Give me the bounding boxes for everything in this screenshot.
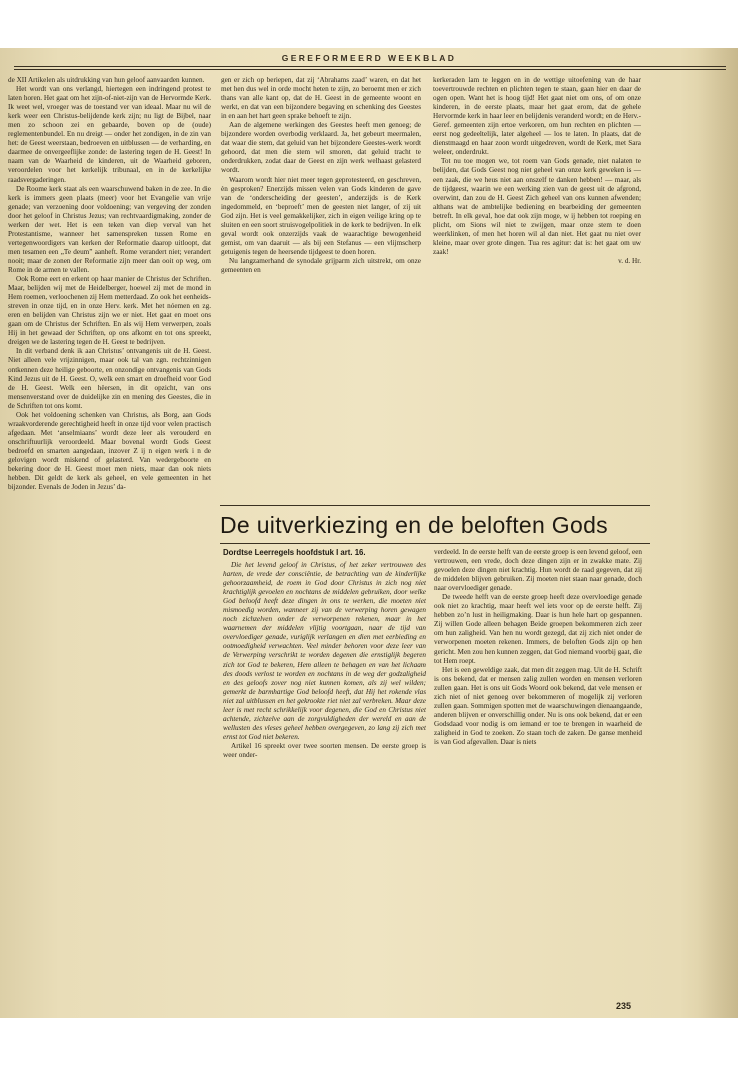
paragraph: Het wordt van ons verlangd, hiertegen een indringend protest te laten horen. Het gaat om het zijn-of-niet-zijn van de Hervormde Kerk. Ik weet wel, vroeger was de toestand ver van ideaal. Maar nu wil de kerk weer een Christus-belijdende kerk zijn; nu ligt de Bijbel, naar men zo schoon zei en gebaarde, boven op de (oude) reglementenbundel. En nu dreigt — onder het zondigen, in de zin van het: de Geest weerstaan, bedroeven en uitblussen — de verharding, en daarmee de onvergeeflijke zonde: de lastering tegen de H. Geest! In naam van de Waarheid de kinderen, uit de Waarheid geboren, veroordelen voor het kerkelijk tribunaal, en in de kerkelijke raadsvergaderingen. <box>8 85 211 184</box>
paragraph: Ook het voldoening schenken van Christus, als Borg, aan Gods wraakvorderende gerechtigheid heeft in onze tijd voor velen practisch afgedaan. Met ‘anselmiaans’ wordt deze leer als verouderd en onschriftuurlijk veroordeeld. Maar bovenal wordt Gods Geest bedroefd en smarten aangedaan, inzover Z ij n eigen werk i n de gelovigen wordt miskend of gelasterd. Van wedergeboorte en bekering door de H. Geest moet men niets, maar dan ook niets hebben. Dit geldt de kerk als geheel, en vele gemeenten in het bijzonder. Evenals de Joden in Jezus’ da- <box>8 410 211 492</box>
column-2 <box>221 76 421 501</box>
paragraph: Aan de algemene werkingen des Geestes heeft men genoeg; de bijzondere worden overbodig verklaard. Ja, het gebeurt meermalen, dat waar die stem, dat geluid van het bijzondere Geestes-werk wordt gehoord, dat men die stem wil smoren, dat geluid tracht te onderdrukken, zodat daar de Geest en zijn werk welhaast gelasterd wordt. <box>221 121 421 175</box>
column-5 <box>434 548 642 998</box>
quote-paragraph: Die het levend geloof in Christus, of het zeker vertrouwen des harten, de vrede der consciëntie, de betrachting van de kinderlijke gehoorzaamheid, de roem in God door Christus in zich nog niet krachtiglijk gevoelen en nochtans de middelen gebruiken, door welke God beloofd heeft deze dingen in ons te werken, die moeten niet mismoedig worden, wanneer zij van de verwerping horen gewagen noch zichzelven onder de verworpenen rekenen, maar in het waarnemen der middelen vlijtig voortgaan, naar de tijd van overvloediger genade, vuriglijk verlangen en dien met eerbieding en ootmoedigheid verwachten. Veel minder behoren voor deze leer van de Verwerping verschrikt te worden degenen die ernstiglijk begeren zich tot God te bekeren, Hem alleen te behagen en van het lichaam des doods verlost te worden en nochtans in de weg der godzaligheid en des geloofs zover nog niet kunnen komen, als zij wel wilden; gemerkt de barmhartige God beloofd heeft, dat Hij het rokende vlas niet zal uitblussen en het gekrookte riet niet zal verbreken. Maar deze leer is met recht schrikkelijk voor degenen, die God en Christus niet achtende, zichzelve aan de zorgvuldigheden der wereld en aan de wellusten des vleses geheel hebben overgegeven, zo lang zij zich met ernst tot God niet bekeren. <box>223 561 426 741</box>
title-rule <box>220 543 650 544</box>
paragraph: Tot nu toe mogen we, tot roem van Gods genade, niet nalaten te belijden, dat Gods Geest nog niet geheel van onze kerk geweken is — een zaak, die we heus niet aan onszelf te danken hebben! — maar, als de tijdgeest, waarin we een werking zien van de geest uit de afgrond, overwint, dan zou de H. Geest Zich geheel van ons kunnen afwenden; althans wat de ambtelijke bediening en bearbeiding der gemeenten betreft. In elk geval, hoe dat ook zijn moge, w ij hebben tot roeping en plicht, om Sions wil niet te zwijgen, maar onze stem te doen weerklinken, of men het horen wil al dan niet. Het gaat nu niet over kleine, maar over grote dingen. Tua res agitur: dat is: het gaat om uw zaak! <box>433 157 641 256</box>
paragraph: gen er zich op beriepen, dat zij ‘Abrahams zaad’ waren, en dat het met hen dus wel in orde mocht heten te zijn, zo beroemt men er zich thans van alle kant op, dat de H. Geest in de gemeente woont en werkt, en dat van een bijzondere begaving en schenking des Geestes in en aan het hart geen sprake behoeft te zijn. <box>221 76 421 121</box>
paragraph: Artikel 16 spreekt over twee soorten mensen. De eerste groep is weer onder- <box>223 741 426 759</box>
article-title: De uitverkiezing en de beloften Gods <box>220 512 608 538</box>
paragraph: De Roome kerk staat als een waarschuwend baken in de zee. In die kerk is immers geen plaats (meer) voor het Evangelie van vrije genade; van verzoening door voldoening; van vergeving der zonden door het geloof in Christus Jezus; van rechtvaardigmaking, zonder de werken der wet. Het is een teken van diep verval van het Protestantisme, wanneer het samenspreken tussen Rome en vertegenwoordigers van kerken der Reformatie daarop uitloopt, dat men tesamen een „Te deum” aanheft. Rome verandert niet; verandert nooit; maar de zonen der Reformatie zijn meer dan ooit op weg, om Rome in de armen te vallen. <box>8 184 211 274</box>
column-3 <box>433 76 641 501</box>
page-number: 235 <box>616 1001 632 1011</box>
bottom-margin <box>0 1018 738 1068</box>
paragraph: verdeeld. In de eerste helft van de eerste groep is een levend geloof, een vertrouwen, een vrede, doch deze dingen zijn er in zwakke mate. Zij gevoelen deze dingen niet krachtig. Hun wordt de raad gegeven, dat zij de middelen blijven gebruiken. Zij moeten niet staan naar genade, doch naar overvloediger genade. <box>434 548 642 593</box>
article-top-rule <box>220 505 650 506</box>
article-subtitle: Dordtse Leerregels hoofdstuk I art. 16. <box>223 548 366 557</box>
page-edge-shadow <box>698 48 738 1018</box>
paragraph: Het is een geweldige zaak, dat men dit zeggen mag. Uit de H. Schrift is ons bekend, dat er mensen zalig zullen worden en mensen verloren zullen gaan. Het is ons uit Gods Woord ook bekend, dat vele mensen er zich niet of niet genoeg over bekommeren of mogelijk zij verloren zullen gaan. Sommigen spotten met de waarschuwingen dienaangaande, anderen blijven er onverschillig onder. Nu is ons ook bekend, dat er een Godsdaad voor nodig is om iemand er toe te brengen in waarheid de zaligheid in God te zoeken. Zo staan toch de zaken. De ganse menheid is van God afgevallen. Daar is niets <box>434 665 642 746</box>
author-signature: v. d. Hr. <box>618 256 641 265</box>
paragraph: kerkeraden lam te leggen en in de wettige uitoefening van de haar toevertrouwde rechten en plichten tegen te staan, gaan hier en daar de ogen open. Want het is hoog tijd! Het gaat niet om ons, of om onze kinderen, in de eerste plaats, maar het gaat erom, dat de gehele Hervormde kerk in haar leer en belijdenis veranderd wordt; en de Herv.-Geref. gemeenten zijn ertoe verkoren, om hun rechten en plichten — eerst nog gedeeltelijk, later algeheel — los te laten. In plaats, dat de dienstmaagd en haar zoon wordt uitgedreven, wordt de Kerk, met Sara weleer, onderdrukt. <box>433 76 641 157</box>
paragraph: de XII Artikelen als uitdrukking van hun geloof aanvaarden kunnen. <box>8 76 205 84</box>
paragraph: De tweede helft van de eerste groep heeft deze overvloedige genade ook niet zo krachtig, maar heeft wel iets voor op de eerste helft. Zij hebben zo’n lust in heiligmaking. Daar is hun hele hart op gespannen. Zij willen Gode alleen behagen Beide groepen bekommeren zich zeer om hun zaligheid. Van hen nu wordt gezegd, dat zij zich niet onder de verworpenen moeten rekenen. Immers, de beloften Gods zijn op hen gericht. Men zou hen kunnen zeggen, dat God niemand voorbij gaat, die tot Hem roept. <box>434 593 642 665</box>
running-header: GEREFORMEERD WEEKBLAD <box>281 53 457 63</box>
paragraph: Waarom wordt hier niet meer tegen geprotesteerd, en geschreven, èn gesproken? Enerzijds missen velen van Gods kinderen de gave van de ‘onderscheiding der geesten’, anderzijds is de Kerk ingedommeld, en ‘beproeft’ men de geesten niet langer, of zij uit God zijn. Het is veel gemakkelijker, zich in eigen veilige kring op te sluiten en een soort struisvogelpolitiek in de kerk te bedrijven. In elk geval wordt ook onzerzijds vaak de waarachtige bewogenheid gemist, om van daaruit — als bij een Stefanus — een vlijmscherp getuigenis tegen de heersende tijdgeest te doen horen. <box>221 175 421 256</box>
paragraph: Ook Rome eert en erkent op haar manier de Christus der Schriften. Maar, belijden wij met de Heidelberger, hoewel zij met de mond in Hem roemen, verloochenen zij Hem metterdaad. Zo ook het eenheids-streven in onze tijd, en in onze Herv. kerk. Met het nóemen en zg. eren en belijden van Christus zijn we er niet. Het gaat en moet ons gaan om de Christus der Schriften. En als wij Hem verwerpen, zoals Hij in het gewaad der Schriften, op ons afkomt en tot ons spreekt, dreigen we de lastering tegen de H. Geest te bedrijven. <box>8 275 211 347</box>
paragraph: In dit verband denk ik aan Christus’ ontvangenis uit de H. Geest. Niet alleen vele vrijzinnigen, maar ook tal van zgn. rechtzinnigen ontkennen deze heilige geboorte, en onzondige ontvangenis van Gods Kind Jezus uit de H. Geest. O, welk een smart en droefheid voor God de H. Geest. Welk een hëersen, in dit opzicht, van ons mensenverstand over de duidelijke zin en mening des Geestes, die in de Schriften tot ons komt. <box>8 347 211 410</box>
top-margin <box>0 0 738 48</box>
column-4 <box>223 561 426 1001</box>
header-rule <box>14 66 726 67</box>
header-rule-thin <box>14 69 726 70</box>
paragraph: Nu langzamerhand de synodale grijparm zich uitstrekt, om onze gemeenten en <box>221 256 421 274</box>
column-1 <box>8 76 211 1011</box>
